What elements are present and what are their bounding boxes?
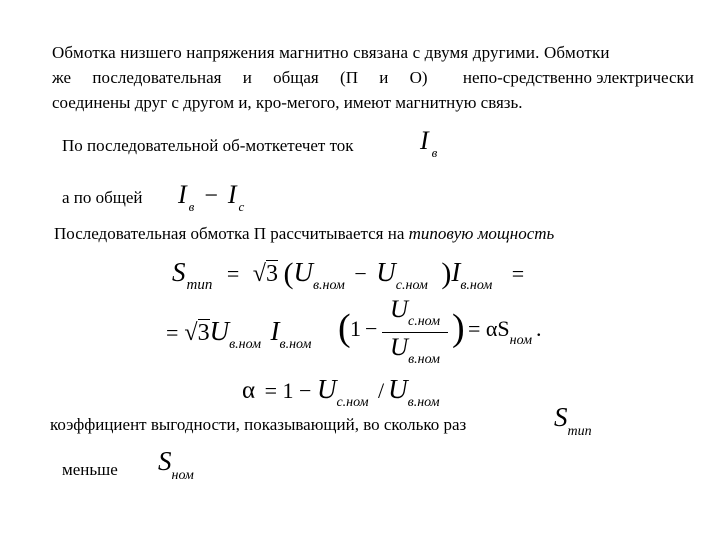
fraction-denominator: $U_{в.ном}$	[390, 334, 440, 367]
one-minus: 1 −	[350, 316, 378, 341]
intro-word: непо-средственно электрически	[462, 68, 694, 87]
equation-alpha: $\alpha = 1 - U_{с.ном} / U_{в.ном}$	[242, 374, 440, 410]
equation-typical-power: $S_{тип} = √3$ ($U_{в.ном} - U_{с.ном}$ )$I_{в.ном}$ =	[172, 257, 525, 293]
common-current-formula: I $_в$ − I $_с$	[178, 180, 245, 214]
intro-word: последовательная	[92, 68, 222, 87]
paren-left: (	[338, 307, 351, 349]
equation-expanded: = $√3U_{в.ном}$ $I_{в.ном}$	[166, 316, 312, 352]
common-current-text: а по общей	[62, 188, 143, 207]
intro-line-1: Обмотка низшего напряжения магнитно связана с двумя другими. Обмотки	[52, 43, 610, 62]
fraction-bar	[382, 332, 448, 333]
typical-power-emphasis: типовую мощность	[408, 224, 555, 243]
intro-line-2	[52, 65, 694, 90]
paren-right: )	[452, 307, 465, 349]
intro-paragraph	[52, 40, 694, 115]
intro-word: общая	[273, 68, 319, 87]
intro-word: и	[379, 68, 389, 87]
typical-power-text: Последовательная обмотка П рассчитывается на типовую мощность	[54, 224, 555, 243]
intro-word: же	[52, 68, 72, 87]
intro-word: и	[242, 68, 252, 87]
less-symbol: Sном	[158, 446, 194, 483]
alpha-s-nom: = $\alpha S_{ном}$ .	[468, 316, 542, 348]
less-text: меньше	[62, 460, 118, 479]
intro-line-3: соединены друг с другом и, кро-мегого, имеют магнитную связь.	[52, 93, 523, 112]
intro-word: О)	[409, 68, 428, 87]
series-current-text: По последовательной об-моткетечет ток	[62, 136, 354, 155]
intro-word: (П	[340, 68, 358, 87]
coefficient-symbol: Sтип	[554, 402, 592, 439]
ratio-fraction	[382, 296, 448, 367]
series-current-symbol: I $_в$	[420, 126, 438, 160]
fraction-numerator: $U_{с.ном}$	[389, 296, 441, 329]
coefficient-text: коэффициент выгодности, показывающий, во сколько раз	[50, 415, 467, 434]
